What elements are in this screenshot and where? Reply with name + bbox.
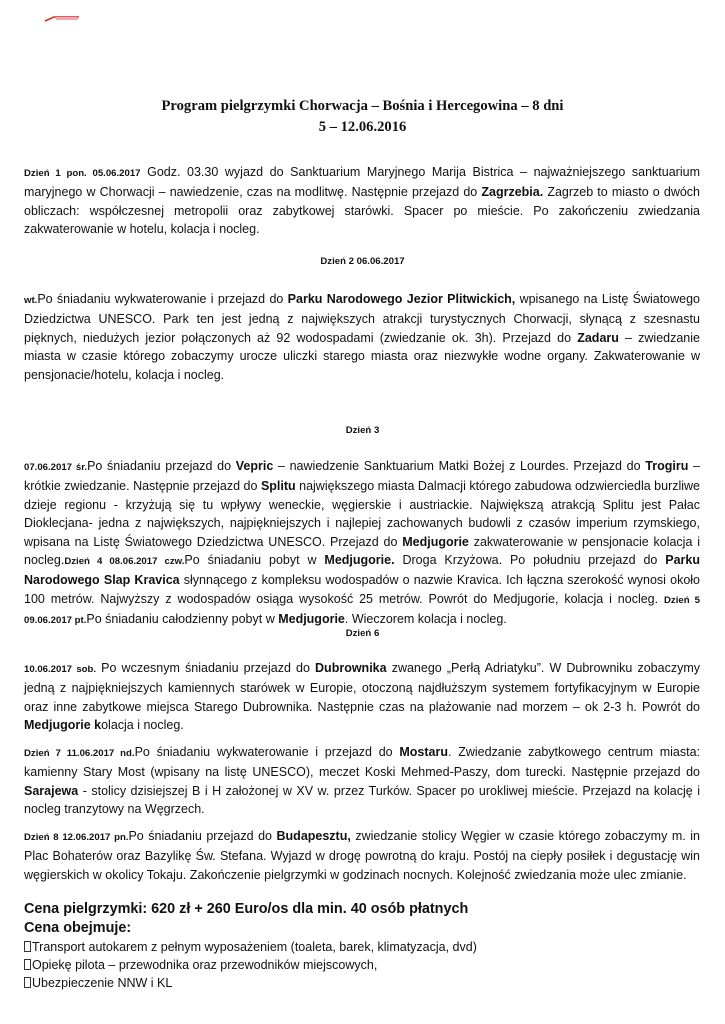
title-dates: 5 – 12.06.2016 bbox=[318, 119, 407, 135]
list-item bbox=[24, 938, 477, 956]
day2-heading: Dzień 2 06.06.2017 bbox=[320, 256, 405, 267]
list-item-text: Ubezpieczenie NNW i KL bbox=[32, 976, 173, 991]
day8-text-2: zwiedzanie stolicy Węgier w czasie którego zobaczymy m. in Plac Bohaterów oraz Bazylikę Św. Stefana. Wyjazd w drogę powrotną do kraju. Postój na ciepły posiłek i degustację win węgierskich w okolicy Tokaju. Zakończenie pielgrzymki w godzinach nocnych. Kolejność zwiedzania może ulec zmianie. bbox=[24, 829, 700, 882]
includes-heading: Cena obejmuje: bbox=[24, 920, 132, 936]
day3-text-2: – nawiedzenie Sanktuarium Matki Bożej z Lourdes. Przejazd do bbox=[273, 459, 646, 473]
day4-text-3: słynnącego z kompleksu wodospadów o nazwie Kravica. Ich łączna szerokość wynosi około 100 metrów. Najwyższy z wodospadów osiąga wysokość 25 metrów. Powrót do Medjugorie, kolacja i nocleg. bbox=[24, 573, 701, 606]
day1-text-2: Zagrzeb to miasto o dwóch obliczach: współczesnej metropolii oraz zabytkowej starówki. Spacer po mieście. Po zakończeniu zwiedzania zakwaterowanie w hotelu, kolacja i nocleg. bbox=[24, 185, 700, 237]
day2-paragraph bbox=[24, 290, 700, 384]
day5-label: Dzień 5 09.06.2017 pt. bbox=[24, 594, 701, 627]
day2-text-2: wpisanego na Listę Światowego Dziedzictwa UNESCO. Park ten jest jedną z największych atrakcji turystycznych Chorwacji, słynącą z szesnastu pięknych, niedużych jezior połączonych aż 92 wodospadami (zwiedzanie ok. 3h). Przejazd do bbox=[24, 292, 701, 345]
day6-text-1: Po wczesnym śniadaniu przejazd do bbox=[96, 661, 316, 675]
day2-place-zadar: Zadaru bbox=[577, 330, 619, 345]
day3-label: 07.06.2017 śr. bbox=[24, 462, 88, 473]
day6-text-2: zwanego „Perłą Adriatyku”. W Dubrowniku zobaczymy jedną z najpiękniejszych kamiennych starówek w Europie, otoczoną najdłuższym systemem fortyfikacyjnym w Europie oraz inne zabytkowe miejsca Starego Dubrownika. Następnie czas na plażowanie nad morzem – ok 2-3 h. Powrót do bbox=[24, 661, 701, 714]
bullet-box-icon bbox=[24, 977, 31, 988]
day3-paragraph bbox=[24, 457, 700, 631]
list-item bbox=[24, 974, 477, 992]
day6-heading: Dzień 6 bbox=[345, 628, 380, 639]
day4-text-2: Droga Krzyżowa. Po południu przejazd do bbox=[394, 553, 666, 568]
day2-label: wt. bbox=[24, 295, 38, 306]
day7-paragraph bbox=[24, 743, 700, 819]
day7-text-3: - stolicy dzisiejszej B i H założonej w XV w. przez Turków. Spacer po urokliwej mieście. Przejazd na kolację i nocleg tranzytowy na Węgrzech. bbox=[24, 783, 700, 817]
day4-place-medjugorie: Medjugorie. bbox=[324, 553, 395, 568]
day7-text-2: . Zwiedzanie zabytkowego centrum miasta: kamienny Stary Most (wpisany na listę UNESCO), meczet Koski Mehmed-Paszy, dom turecki. Następnie przejazd do bbox=[24, 745, 701, 780]
day8-label: Dzień 8 12.06.2017 pn. bbox=[24, 832, 129, 843]
day1-paragraph bbox=[24, 163, 700, 239]
bullet-box-icon bbox=[24, 941, 31, 952]
includes-list bbox=[24, 938, 477, 993]
day2-place-plitvice: Parku Narodowego Jezior Plitwickich, bbox=[287, 292, 516, 306]
list-item-text: Transport autokarem z pełnym wyposażeniem (toaleta, barek, klimatyzacja, dvd) bbox=[32, 940, 477, 954]
day7-text-1: Po śniadaniu wykwaterowanie i przejazd do bbox=[134, 745, 400, 759]
day3-place-trogir: Trogiru bbox=[645, 459, 689, 473]
day7-label: Dzień 7 11.06.2017 nd. bbox=[24, 748, 135, 759]
day3-text-4: największego miasta Dalmacji którego zabudowa odzwierciedla burzliwe dzieje regionu - krzyżują się tu wpływy weneckie, węgierskie i austriackie. Największą atrakcją Splitu jest Pałac Dioklecjana- jedna z największych, najpiękniejszych i najlepiej zachowanych budowli z czasów imperium rzymskiego, wpisana na Listę Światowego Dziedzictwa UNESCO. Przejazd do bbox=[24, 479, 701, 549]
day7-place-mostar: Mostaru bbox=[399, 745, 448, 759]
day8-place-budapest: Budapesztu, bbox=[276, 829, 351, 843]
list-item-text: Opiekę pilota – przewodnika oraz przewodników miejscowych, bbox=[32, 958, 378, 973]
day5-place-medjugorie: Medjugorie bbox=[278, 612, 345, 627]
day8-text-1: Po śniadaniu przejazd do bbox=[128, 829, 277, 843]
bullet-box-icon bbox=[24, 959, 31, 970]
day3-place-medjugorie: Medjugorie bbox=[402, 534, 469, 549]
day6-paragraph bbox=[24, 659, 700, 735]
day3-place-vepric: Vepric bbox=[235, 459, 274, 473]
day3-text-1: Po śniadaniu przejazd do bbox=[87, 459, 236, 473]
day6-place-dubrovnik: Dubrownika bbox=[315, 661, 387, 675]
day6-text-3: olacja i nocleg. bbox=[101, 718, 184, 733]
logo-mark-icon bbox=[44, 16, 80, 22]
day5-text-1: Po śniadaniu całodzienny pobyt w bbox=[86, 612, 279, 627]
page-title bbox=[0, 96, 725, 138]
day1-label: Dzień 1 pon. 05.06.2017 bbox=[24, 168, 141, 179]
day3-text-5: zakwaterowanie w pensjonacie kolacja i nocleg. bbox=[24, 534, 700, 568]
day3-text-3: – krótkie zwiedzanie. Następnie przejazd do bbox=[24, 459, 700, 494]
day1-text-1: Godz. 03.30 wyjazd do Sanktuarium Maryjnego Marija Bistrica – najważniejszego sanktuarium maryjnego w Chorwacji – nawiedzenie, czas na modlitwę. Następnie przejazd do bbox=[24, 165, 700, 200]
day6-place-medjugorie: Medjugorie k bbox=[24, 718, 102, 733]
day3-heading: Dzień 3 bbox=[345, 425, 380, 436]
list-item bbox=[24, 956, 477, 974]
day3-place-split: Splitu bbox=[260, 479, 296, 494]
title-text: Program pielgrzymki Chorwacja – Bośnia i Hercegowina – 8 dni bbox=[161, 98, 564, 114]
day7-place-sarajevo: Sarajewa bbox=[24, 783, 79, 798]
day4-label: Dzień 4 08.06.2017 czw. bbox=[64, 556, 185, 568]
day2-text-1: Po śniadaniu wykwaterowanie i przejazd do bbox=[37, 292, 288, 306]
day6-label: 10.06.2017 sob. bbox=[24, 664, 97, 675]
price-heading: Cena pielgrzymki: 620 zł + 260 Euro/os dla min. 40 osób płatnych bbox=[24, 901, 469, 917]
day1-place-zagreb: Zagrzebia. bbox=[481, 185, 544, 200]
day4-place-kravica: Parku Narodowego Slap Kravica bbox=[24, 553, 700, 588]
day4-text-1: Po śniadaniu pobyt w bbox=[184, 553, 325, 568]
day5-text-2: . Wieczorem kolacja i nocleg. bbox=[344, 612, 507, 627]
day2-text-3: – zwiedzanie miasta w czasie którego zobaczymy urocze uliczki starego miasta oraz niezwykłe wodne organy. Zakwaterowanie w pensjonacie/hotelu, kolacja i nocleg. bbox=[24, 330, 700, 382]
day8-paragraph bbox=[24, 827, 700, 884]
